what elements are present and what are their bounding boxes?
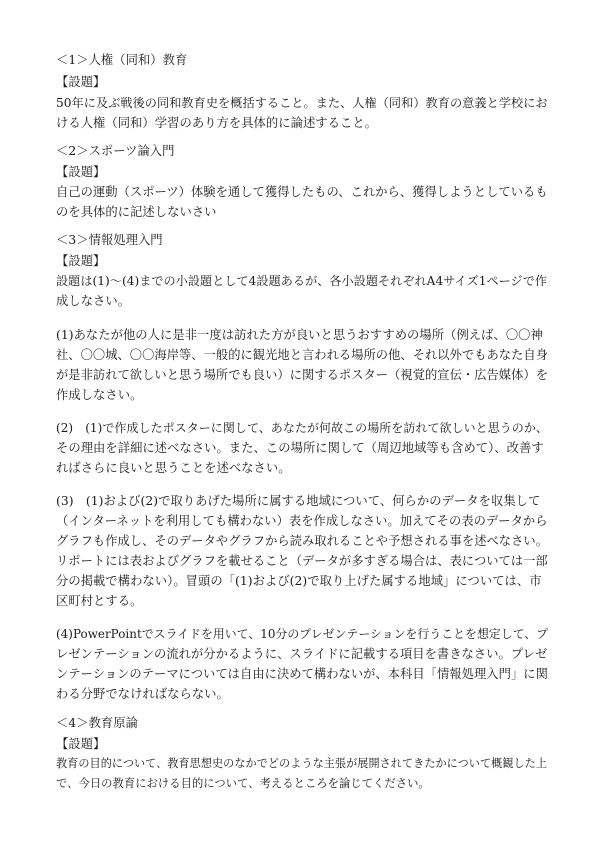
section-3-p1-line: 作成しなさい。	[56, 388, 143, 402]
section-3-intro-line: 成しなさい。	[56, 294, 131, 308]
section-3-p3-line: グラフも作成し、そのデータやグラフから読み取れることや予想される事を述べなさい。	[56, 534, 548, 548]
section-3-p3-line: （インターネットを利用しても構わない）表を作成しなさい。加えてその表のデータから	[56, 514, 548, 528]
section-1-label: 【設題】	[56, 75, 106, 89]
section-3-p3-line: リポートには表およびグラフを載せること（データが多すぎる場合は、表については一部	[56, 554, 548, 568]
section-3-p2-line: (2) (1)で作成したポスターに関して、あなたが何故この場所を訪れて欲しいと思うのか、	[56, 421, 548, 435]
section-2-heading: ＜2＞スポーツ論入門	[56, 144, 175, 158]
section-1-text-line: ける人権（同和）学習のあり方を具体的に論述すること。	[56, 116, 378, 130]
section-3-p1-line: 社、〇〇城、〇〇海岸等、一般的に観光地と言われる場所の他、それ以外でもあなた自身	[56, 348, 548, 362]
section-3-p2-line: その理由を詳細に述べなさい。また、この場所に関して（周辺地域等も含めて）、改善す	[56, 441, 544, 455]
section-2-label: 【設題】	[56, 165, 106, 179]
section-4-text-line: 教育の目的について、教育思想史のなかでどのような主張が展開されてきたかについて概観した上	[56, 757, 548, 770]
section-3-p4-line: (4)PowerPointでスライドを用いて、10分のプレゼンテーションを行うことを想定して、プ	[56, 627, 549, 641]
section-3-p3-line: (3) (1)および(2)で取りあげた場所に属する地域について、何らかのデータを収集して	[56, 494, 541, 508]
section-4-heading: ＜4＞教育原論	[56, 716, 138, 730]
section-3-p1-line: (1)あなたが他の人に是非一度は訪れた方が良いと思うおすすめの場所（例えば、〇〇神	[56, 328, 543, 342]
section-3-p4-line: わる分野でなければならない。	[56, 687, 229, 701]
section-3-p4-line: ンテーションのテーマについては自由に決めて構わないが、本科目「情報処理入門」に関	[56, 667, 548, 681]
section-3-p3-line: 分の掲載で構わない）。冒頭の「(1)および(2)で取り上げた属する地域」については、市	[56, 574, 542, 588]
section-3-p3-line: 区町村とする。	[56, 594, 143, 608]
section-3-p4-line: レゼンテーションの流れが分かるように、スライドに記載する項目を書きなさい。プレゼ	[56, 647, 548, 661]
section-4-label: 【設題】	[56, 737, 106, 751]
section-3-p1-line: が是非訪れて欲しいと思う場所でも良い）に関するポスター（視覚的宣伝・広告媒体）を	[56, 368, 548, 382]
section-3-label: 【設題】	[56, 254, 106, 268]
section-1-heading: ＜1＞人権（同和）教育	[56, 53, 188, 67]
document-page	[56, 0, 549, 841]
section-3-p2-line: ればさらに良いと思うことを述べなさい。	[56, 461, 291, 475]
section-4-text-line: で、今日の教育における目的について、考えるところを論じてください。	[56, 777, 430, 790]
section-2-text-line: のを具体的に記述しないさい	[56, 205, 217, 219]
section-1-text-line: 50年に及ぶ戦後の同和教育史を概括すること。また、人権（同和）教育の意義と学校にお	[56, 96, 548, 110]
section-2-text-line: 自己の運動（スポーツ）体験を通して獲得したもの、これから、獲得しようとしているも	[56, 185, 548, 199]
section-3-heading: ＜3＞情報処理入門	[56, 233, 163, 247]
section-3-intro-line: 設題は(1)〜(4)までの小設題として4設題あるが、各小設題それぞれA4サイズ1ページで作	[56, 274, 548, 288]
